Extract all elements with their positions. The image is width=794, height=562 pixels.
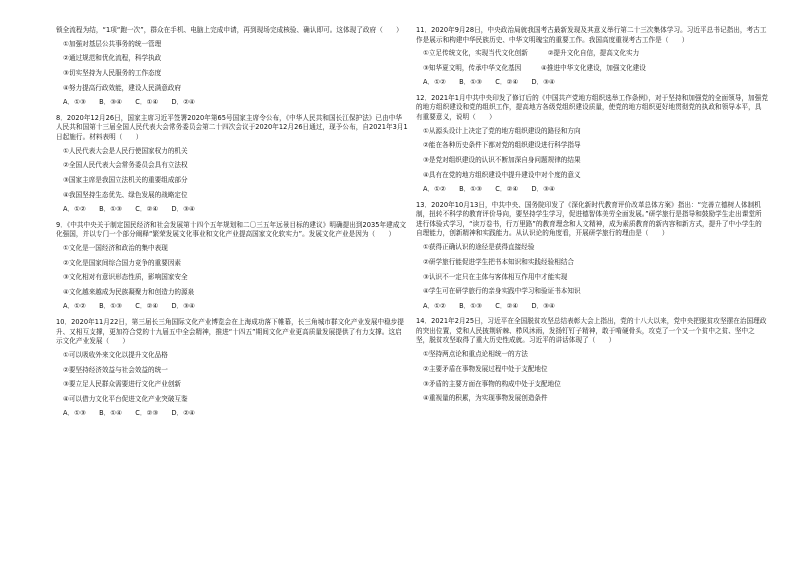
question-stem: 10．2020年11月22日，第三届长三角国际文化产业博览会在上海成功落下帷幕，长三角城市群文化产业发展中稳步提升、又相互支撑，更加符合党的十九届五中全会精神，推进“十四五”期间文化产业更高质量发展提供了有力支撑。这启示文化产业发展（ ） <box>56 317 405 346</box>
answer-choices: A．①② B．①③ C．②④ D．③④ <box>63 302 195 311</box>
option: ②全国人民代表大会常务委员会具有立法权 <box>63 161 188 170</box>
question-stem: 锁全流程为结，“1项“跑一次”，群众在手机、电脑上完成申请，再到现场完成核验、确认即可。这体现了政府（ ） <box>56 26 403 34</box>
left-column <box>56 26 408 419</box>
option: ③是党对组织建设的认识不断加深自身问题规律的结果 <box>423 156 581 165</box>
option: ②通过规范和优化流程，科学执政 <box>63 54 162 63</box>
question-stem: 12．2021年1月中共中央印发了修订后的《中国共产党地方组织选举工作条例》，对于坚持和加强党的全面领导，加强党的地方组织建设和党的组织工作，提高地方各级党组织建设质量，使党的地方组织更好地贯彻党的执政和领导本平，具有重要意义，说明（ ） <box>416 93 768 121</box>
option: ③认识不一定只在主体与客体相互作用中才能实现 <box>423 272 568 281</box>
option: ③切实坚持为人民服务的工作态度 <box>63 69 162 78</box>
question-stem: 8．2020年12月26日，国家主席习近平签署2020年第65号国家主席令公布，《中华人民共和国长江保护法》已由中华人民共和国第十三届全国人民代表大会常务委员会第二十四次会议于2020年12月26日通过，现予公布，自2021年3月1日起施行。材料表明（ ） <box>56 113 408 141</box>
answer-choices: A．①③ B．③④ C．①④ D．②④ <box>63 98 195 107</box>
question-stem: 13．2020年10月13日，中共中央、国务院印发了《深化新时代教育评价改革总体方案》指出：“完善立德树人体制机制，扭转不科学的教育评价导向，要坚持学生学习，促进德智体美劳全面发展。”研学旅行是指导和鼓励学生走出课堂所进行体验式学习，“读万卷书，行万里路”的教育理念和人文精神，成为素质教育的新内容和新方式，提升了中小学生的自理能力，创新精神和实践能力。从认识论的角度看，开展研学旅行的理由是（ ） <box>416 200 762 238</box>
question-stem: 9．《中共中央关于制定国民经济和社会发展第十四个五年规划和二〇三五年远景目标的建议》明确提出到2035年建成文化强国，并以专门一个部分阐释“繁荣发展文化事业和文化产业提高国家文化软实力”。发展文化产业是因为（ ） <box>56 220 407 239</box>
option: ②能在各种历史条件下都对党的组织建设进行科学指导 <box>423 141 581 150</box>
option: ③国家主席是我国立法机关的重要组成部分 <box>63 176 188 185</box>
right-column <box>416 26 768 404</box>
option: ④文化越来越成为民族凝聚力和创造力的源泉 <box>63 288 195 297</box>
answer-choices: A．①② B．①③ C．②④ D．③④ <box>423 185 555 194</box>
answer-choices: A．①② B．①③ C．②④ D．③④ <box>423 78 555 87</box>
option: ③矛盾的主要方面在事物的构成中处于支配地位 <box>423 379 561 388</box>
option: ③知华夏文明，传承中华文化基因 ④推进中华文化建设，加强文化建设 <box>423 63 646 72</box>
option: ④重视量的积累，为实现事物发展创造条件 <box>423 394 548 403</box>
option: ②主要矛盾在事物发展过程中处于支配地位 <box>423 364 548 373</box>
option: ①文化是一国经济和政治的集中表现 <box>63 243 168 252</box>
answer-choices: A．①③ B．①④ C．②③ D．②④ <box>63 409 195 418</box>
option: ④具有在党的地方组织建设中提升建设中对个度的意义 <box>423 170 581 179</box>
option: ①加强对基层公共事务的统一管理 <box>63 39 162 48</box>
option: ②研学旅行能促进学生把书本知识和实践经验相结合 <box>423 257 574 266</box>
question-stem: 14．2021年2月25日，习近平在全国脱贫攻坚总结表彰大会上指出，党的十八大以来，党中央把脱贫攻坚摆在治国理政的突出位置，党和人民披荆斩棘、栉风沐雨，发扬钉钉子精神，敢于啃硬骨头，攻克了一个又一个贫中之贫、坚中之坚，脱贫攻坚取得了重大历史性成就。习近平的讲话体现了（ ） <box>416 317 767 345</box>
option: ②要坚持经济效益与社会效益的统一 <box>63 365 168 374</box>
option: ①立足传统文化，实现当代文化创新 ②提升文化自信，提高文化实力 <box>423 49 640 58</box>
option: ②文化是国家间综合国力竞争的重要因素 <box>63 258 182 267</box>
option: ④可以借力文化平台促进文化产业突破互鉴 <box>63 395 188 404</box>
answer-choices: A．①② B．①③ C．②④ D．③④ <box>423 301 555 310</box>
option: ④努力提高行政效能，建设人民满意政府 <box>63 83 182 92</box>
answer-choices: A．①② B．①③ C．②④ D．③④ <box>63 205 195 214</box>
option: ①可以吸收外来文化以提升文化品格 <box>63 350 168 359</box>
option: ④我国坚持生态优先、绿色发展的战略定位 <box>63 190 188 199</box>
option: ①获得正确认识的途径是获得直接经验 <box>423 243 535 252</box>
option: ①从源头设计上决定了党的地方组织建设的路径和方向 <box>423 126 581 135</box>
option: ①坚持两点论和重点论相统一的方法 <box>423 349 528 358</box>
option: ④学生可在研学旅行的亲身实践中学习和验证书本知识 <box>423 287 581 296</box>
option: ①人民代表大会是人民行使国家权力的机关 <box>63 146 188 155</box>
question-stem: 11．2020年9月28日，中央政治局就我国考古最新发现及其意义举行第二十三次集体学习。习近平总书记指出，考古工作是展示和构建中华民族历史、中华文明瑰宝的重要工作。我国高度重视考古工作是（ ） <box>416 26 767 44</box>
option: ③文化相对有意识形态性质，影响国家安全 <box>63 273 188 282</box>
option: ③要立足人民群众需要进行文化产业创新 <box>63 380 182 389</box>
